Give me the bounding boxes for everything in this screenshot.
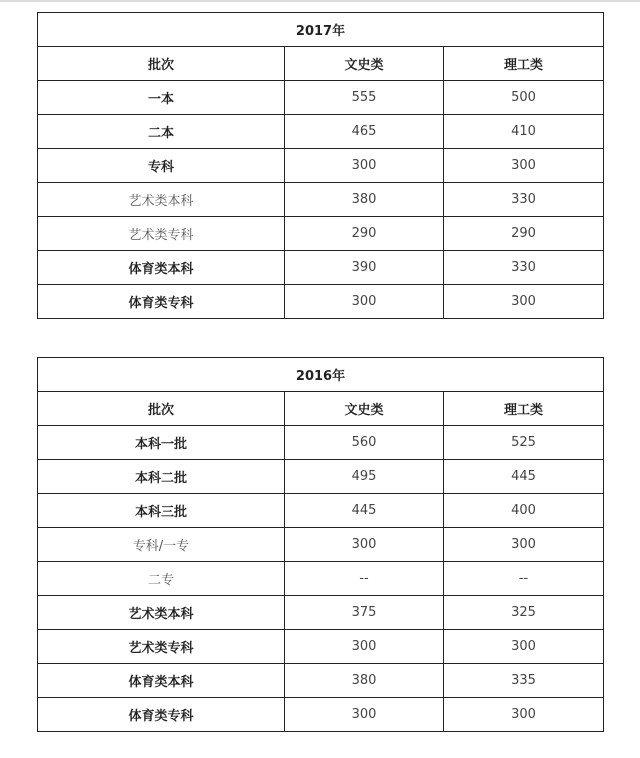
ligong-score: 445 (444, 460, 604, 494)
score-table-2017 (37, 12, 604, 319)
header-batch: 批次 (38, 47, 285, 81)
wenshi-score: 300 (285, 630, 444, 664)
ligong-score: 300 (444, 698, 604, 732)
table-row (38, 528, 604, 562)
batch-label: 体育类本科 (38, 664, 285, 698)
batch-label: 专科 (38, 149, 285, 183)
table-row (38, 596, 604, 630)
batch-label: 二本 (38, 115, 285, 149)
wenshi-score: 390 (285, 251, 444, 285)
table-title-row (38, 13, 604, 47)
score-table-2016 (37, 357, 604, 732)
table-row (38, 217, 604, 251)
table-row (38, 494, 604, 528)
table-title: 2017年 (38, 13, 604, 47)
ligong-score: 300 (444, 285, 604, 319)
wenshi-score: 300 (285, 528, 444, 562)
wenshi-score: -- (285, 562, 444, 596)
ligong-score: 300 (444, 630, 604, 664)
wenshi-score: 290 (285, 217, 444, 251)
batch-label: 本科一批 (38, 426, 285, 460)
batch-label: 专科/一专 (38, 528, 285, 562)
wenshi-score: 300 (285, 698, 444, 732)
wenshi-score: 465 (285, 115, 444, 149)
table-row (38, 251, 604, 285)
table-row (38, 426, 604, 460)
header-ligong: 理工类 (444, 392, 604, 426)
ligong-score: 325 (444, 596, 604, 630)
batch-label: 二专 (38, 562, 285, 596)
header-batch: 批次 (38, 392, 285, 426)
wenshi-score: 380 (285, 183, 444, 217)
batch-label: 艺术类本科 (38, 183, 285, 217)
wenshi-score: 375 (285, 596, 444, 630)
wenshi-score: 555 (285, 81, 444, 115)
ligong-score: -- (444, 562, 604, 596)
ligong-score: 335 (444, 664, 604, 698)
table-row (38, 149, 604, 183)
table-row (38, 664, 604, 698)
batch-label: 体育类本科 (38, 251, 285, 285)
table-row (38, 630, 604, 664)
table-row (38, 81, 604, 115)
ligong-score: 410 (444, 115, 604, 149)
table-title-row (38, 358, 604, 392)
table-title: 2016年 (38, 358, 604, 392)
wenshi-score: 495 (285, 460, 444, 494)
table-header-row (38, 47, 604, 81)
batch-label: 一本 (38, 81, 285, 115)
wenshi-score: 560 (285, 426, 444, 460)
ligong-score: 525 (444, 426, 604, 460)
ligong-score: 330 (444, 183, 604, 217)
batch-label: 艺术类专科 (38, 217, 285, 251)
batch-label: 艺术类本科 (38, 596, 285, 630)
header-ligong: 理工类 (444, 47, 604, 81)
table-row (38, 183, 604, 217)
batch-label: 本科二批 (38, 460, 285, 494)
header-wenshi: 文史类 (285, 47, 444, 81)
batch-label: 本科三批 (38, 494, 285, 528)
wenshi-score: 380 (285, 664, 444, 698)
batch-label: 体育类专科 (38, 285, 285, 319)
table-row (38, 115, 604, 149)
table-row (38, 698, 604, 732)
wenshi-score: 300 (285, 285, 444, 319)
batch-label: 艺术类专科 (38, 630, 285, 664)
ligong-score: 400 (444, 494, 604, 528)
wenshi-score: 300 (285, 149, 444, 183)
ligong-score: 330 (444, 251, 604, 285)
ligong-score: 300 (444, 149, 604, 183)
top-divider (0, 0, 640, 2)
ligong-score: 500 (444, 81, 604, 115)
wenshi-score: 445 (285, 494, 444, 528)
table-header-row (38, 392, 604, 426)
header-wenshi: 文史类 (285, 392, 444, 426)
table-row (38, 285, 604, 319)
ligong-score: 290 (444, 217, 604, 251)
batch-label: 体育类专科 (38, 698, 285, 732)
table-row (38, 460, 604, 494)
table-row (38, 562, 604, 596)
ligong-score: 300 (444, 528, 604, 562)
